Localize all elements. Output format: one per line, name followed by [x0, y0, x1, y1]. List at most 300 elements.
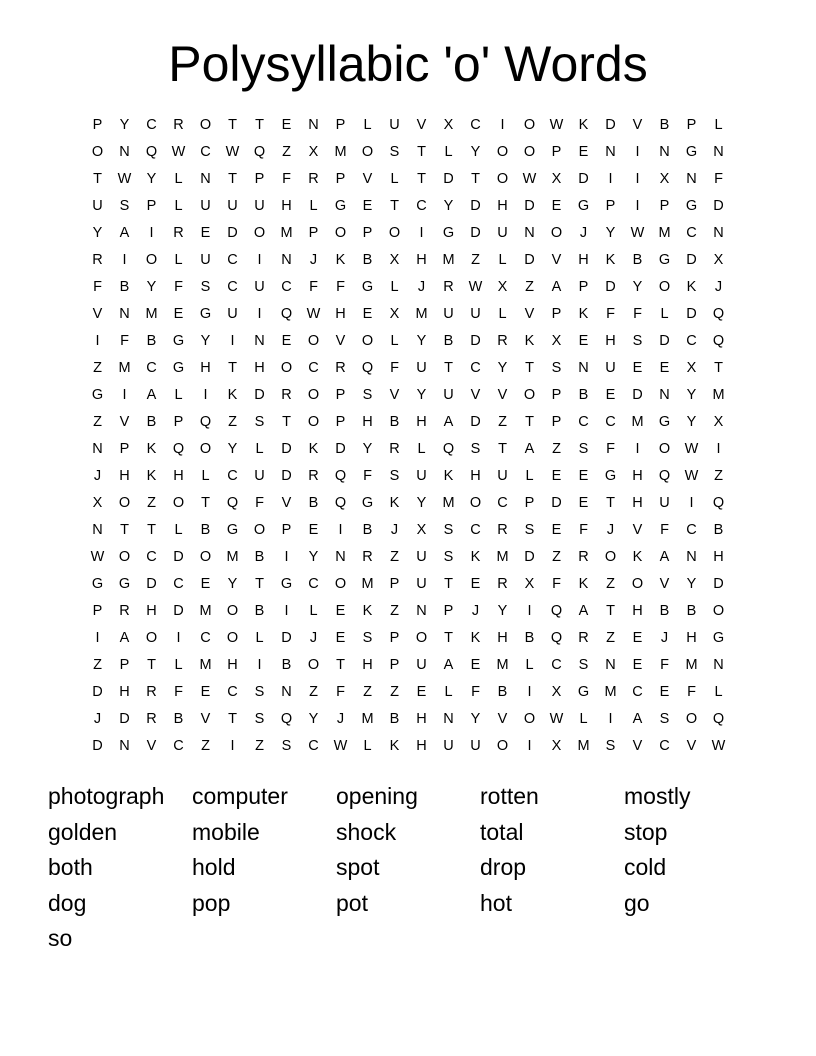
grid-letter: G	[334, 198, 347, 214]
grid-letter: Q	[199, 414, 212, 430]
grid-letter: N	[119, 144, 130, 160]
grid-letter: H	[200, 360, 211, 376]
grid-letter: I	[500, 117, 505, 133]
grid-letter: U	[443, 387, 454, 403]
grid-letter: U	[227, 306, 238, 322]
grid-letter: I	[257, 252, 262, 268]
grid-letter: P	[605, 198, 616, 214]
grid-letter: D	[632, 387, 643, 403]
grid-letter: F	[687, 684, 696, 700]
grid-letter: O	[415, 630, 428, 646]
grid-letter: R	[497, 333, 508, 349]
grid-letter: O	[199, 549, 212, 565]
grid-letter: H	[173, 468, 184, 484]
grid-letter: I	[527, 738, 532, 754]
grid-letter: F	[714, 171, 723, 187]
grid-letter: P	[254, 171, 265, 187]
grid-letter: Y	[686, 576, 697, 592]
grid-letter: I	[176, 630, 181, 646]
grid-letter: C	[497, 495, 508, 511]
word-bank-item: hold	[192, 854, 236, 880]
grid-letter: K	[146, 468, 157, 484]
grid-letter: P	[524, 495, 535, 511]
grid-letter: L	[444, 144, 453, 160]
grid-letter: W	[90, 549, 105, 565]
grid-letter: V	[470, 387, 481, 403]
grid-letter: G	[226, 522, 239, 538]
grid-letter: T	[120, 522, 129, 538]
grid-letter: R	[146, 684, 157, 700]
grid-letter: B	[389, 414, 400, 430]
grid-letter: T	[417, 171, 426, 187]
grid-letter: R	[578, 549, 589, 565]
grid-letter: E	[659, 684, 670, 700]
grid-letter: U	[254, 468, 265, 484]
grid-letter: D	[713, 576, 724, 592]
grid-letter: B	[173, 711, 184, 727]
grid-letter: S	[443, 549, 454, 565]
grid-letter: A	[578, 603, 589, 619]
grid-letter: D	[281, 630, 292, 646]
grid-letter: Q	[226, 495, 239, 511]
grid-letter: T	[714, 360, 723, 376]
grid-letter: S	[362, 630, 373, 646]
grid-letter: B	[578, 387, 589, 403]
grid-letter: C	[632, 684, 643, 700]
grid-letter: X	[308, 144, 319, 160]
word-bank-item: pot	[336, 889, 368, 916]
word-bank-item: dog	[48, 889, 87, 916]
grid-letter: N	[308, 117, 319, 133]
grid-letter: U	[200, 252, 211, 268]
grid-letter: U	[416, 549, 427, 565]
grid-letter: D	[173, 603, 184, 619]
grid-letter: I	[122, 387, 127, 403]
grid-letter: V	[497, 387, 508, 403]
grid-letter: P	[335, 117, 346, 133]
grid-letter: O	[91, 144, 104, 160]
grid-letter: P	[551, 414, 562, 430]
grid-letter: P	[443, 603, 454, 619]
grid-letter: D	[254, 387, 265, 403]
grid-letter: I	[635, 198, 640, 214]
grid-letter: V	[416, 117, 427, 133]
grid-letter: L	[579, 711, 588, 727]
grid-letter: T	[606, 603, 615, 619]
grid-letter: S	[254, 684, 265, 700]
grid-letter: R	[335, 360, 346, 376]
grid-letter: M	[118, 360, 131, 376]
grid-letter: D	[470, 198, 481, 214]
word-bank-item: both	[48, 854, 93, 880]
grid-letter: H	[497, 630, 508, 646]
grid-letter: L	[390, 333, 399, 349]
grid-letter: K	[524, 333, 535, 349]
grid-letter: W	[468, 279, 483, 295]
grid-letter: Q	[712, 333, 725, 349]
grid-letter: C	[659, 738, 670, 754]
grid-letter: O	[496, 738, 509, 754]
grid-letter: E	[335, 630, 346, 646]
grid-letter: O	[712, 603, 725, 619]
word-bank-item: mostly	[624, 783, 691, 809]
grid-letter: G	[91, 387, 104, 403]
grid-letter: U	[416, 576, 427, 592]
grid-letter: D	[524, 198, 535, 214]
grid-letter: S	[389, 468, 400, 484]
grid-letter: A	[443, 414, 454, 430]
grid-letter: U	[605, 360, 616, 376]
grid-letter: R	[92, 252, 103, 268]
grid-letter: O	[226, 603, 239, 619]
grid-letter: M	[496, 657, 509, 673]
grid-letter: C	[200, 144, 211, 160]
grid-letter: N	[416, 603, 427, 619]
grid-letter: I	[257, 306, 262, 322]
grid-letter: O	[658, 441, 671, 457]
grid-letter: W	[117, 171, 132, 187]
grid-letter: Y	[146, 279, 157, 295]
grid-letter: I	[122, 252, 127, 268]
grid-letter: K	[443, 468, 454, 484]
grid-letter: X	[713, 252, 724, 268]
grid-letter: G	[604, 468, 617, 484]
grid-letter: N	[119, 306, 130, 322]
grid-letter: C	[605, 414, 616, 430]
grid-letter: O	[550, 225, 563, 241]
word-bank-item: pop	[192, 889, 231, 916]
grid-letter: W	[333, 738, 348, 754]
grid-letter: D	[605, 117, 616, 133]
grid-letter: F	[660, 657, 669, 673]
grid-letter: Y	[92, 225, 103, 241]
grid-letter: T	[336, 657, 345, 673]
grid-letter: V	[335, 333, 346, 349]
grid-letter: G	[658, 252, 671, 268]
grid-letter: E	[632, 360, 643, 376]
grid-letter: L	[363, 738, 372, 754]
grid-letter: V	[632, 738, 643, 754]
grid-letter: A	[632, 711, 643, 727]
grid-letter: O	[361, 333, 374, 349]
grid-letter: U	[227, 198, 238, 214]
grid-letter: D	[92, 738, 103, 754]
grid-letter: Q	[253, 144, 266, 160]
grid-letter: A	[119, 630, 130, 646]
grid-letter: N	[200, 171, 211, 187]
grid-letter: M	[577, 738, 590, 754]
grid-letter: I	[95, 333, 100, 349]
word-bank-item: photograph	[48, 783, 165, 809]
grid-letter: R	[119, 603, 130, 619]
grid-letter: M	[280, 225, 293, 241]
grid-letter: B	[146, 333, 157, 349]
grid-letter: J	[417, 279, 426, 295]
grid-letter: N	[335, 549, 346, 565]
grid-letter: T	[498, 441, 507, 457]
grid-letter: T	[606, 495, 615, 511]
word-bank-item: total	[480, 818, 524, 845]
grid-letter: R	[497, 522, 508, 538]
word-bank-item: mobile	[192, 818, 260, 845]
grid-letter: U	[416, 468, 427, 484]
grid-letter: L	[255, 630, 264, 646]
grid-letter: I	[635, 441, 640, 457]
grid-letter: O	[145, 252, 158, 268]
grid-letter: N	[281, 684, 292, 700]
grid-letter: L	[174, 657, 183, 673]
page-title: Polysyllabic 'o' Words	[168, 36, 648, 92]
grid-letter: F	[606, 306, 615, 322]
grid-letter: B	[659, 117, 670, 133]
grid-letter: M	[442, 252, 455, 268]
grid-letter: U	[254, 279, 265, 295]
word-bank-item: so	[48, 925, 73, 951]
grid-letter: D	[659, 333, 670, 349]
grid-letter: G	[442, 225, 455, 241]
grid-letter: T	[255, 117, 264, 133]
grid-letter: S	[605, 738, 616, 754]
grid-letter: A	[146, 387, 157, 403]
grid-letter: E	[308, 522, 319, 538]
grid-letter: L	[309, 603, 318, 619]
grid-letter: V	[632, 522, 643, 538]
grid-letter: X	[524, 576, 535, 592]
grid-letter: S	[119, 198, 130, 214]
grid-letter: L	[714, 684, 723, 700]
grid-letter: X	[551, 738, 562, 754]
grid-letter: Z	[525, 279, 534, 295]
grid-letter: P	[119, 657, 130, 673]
grid-letter: P	[92, 117, 103, 133]
grid-letter: J	[579, 225, 588, 241]
grid-letter: L	[525, 468, 534, 484]
grid-letter: B	[119, 279, 130, 295]
grid-letter: A	[524, 441, 535, 457]
grid-letter: E	[578, 468, 589, 484]
grid-letter: F	[309, 279, 318, 295]
grid-letter: D	[686, 306, 697, 322]
grid-letter: T	[444, 576, 453, 592]
grid-letter: K	[389, 495, 400, 511]
grid-letter: O	[469, 495, 482, 511]
grid-letter: C	[227, 252, 238, 268]
grid-letter: P	[389, 657, 400, 673]
grid-letter: V	[92, 306, 103, 322]
grid-letter: X	[659, 171, 670, 187]
grid-letter: Y	[119, 117, 130, 133]
grid-letter: V	[686, 738, 697, 754]
grid-letter: O	[307, 657, 320, 673]
grid-letter: Q	[658, 468, 671, 484]
grid-letter: T	[147, 522, 156, 538]
grid-letter: E	[551, 198, 562, 214]
grid-letter: Y	[470, 711, 481, 727]
grid-letter: Q	[280, 711, 293, 727]
grid-letter: Y	[416, 387, 427, 403]
grid-letter: O	[280, 360, 293, 376]
grid-letter: U	[443, 738, 454, 754]
grid-letter: K	[362, 603, 373, 619]
grid-letter: V	[524, 306, 535, 322]
grid-letter: F	[660, 522, 669, 538]
grid-letter: N	[524, 225, 535, 241]
grid-letter: F	[174, 684, 183, 700]
letter-grid	[84, 112, 732, 760]
grid-letter: E	[551, 468, 562, 484]
grid-letter: P	[173, 414, 184, 430]
grid-letter: E	[362, 198, 373, 214]
grid-letter: Y	[146, 171, 157, 187]
grid-letter: L	[498, 252, 507, 268]
grid-letter: B	[362, 252, 373, 268]
grid-letter: P	[281, 522, 292, 538]
grid-letter: E	[200, 225, 211, 241]
grid-letter: V	[200, 711, 211, 727]
grid-letter: B	[362, 522, 373, 538]
grid-letter: W	[225, 144, 240, 160]
grid-letter: U	[497, 468, 508, 484]
grid-letter: Q	[550, 630, 563, 646]
grid-letter: H	[362, 414, 373, 430]
grid-letter: E	[416, 684, 427, 700]
grid-letter: K	[632, 549, 643, 565]
word-bank-item: rotten	[480, 783, 539, 809]
grid-letter: M	[334, 144, 347, 160]
grid-letter: A	[659, 549, 670, 565]
grid-letter: H	[632, 495, 643, 511]
grid-letter: M	[361, 711, 374, 727]
grid-letter: J	[309, 630, 318, 646]
grid-letter: F	[336, 279, 345, 295]
grid-letter: E	[470, 657, 481, 673]
grid-letter: B	[389, 711, 400, 727]
grid-letter: X	[443, 117, 454, 133]
grid-letter: C	[578, 414, 589, 430]
grid-letter: C	[227, 468, 238, 484]
word-bank-item: cold	[624, 854, 667, 880]
grid-letter: T	[417, 144, 426, 160]
grid-letter: G	[658, 414, 671, 430]
grid-letter: S	[578, 657, 589, 673]
grid-letter: Z	[390, 549, 399, 565]
grid-letter: Z	[282, 144, 291, 160]
grid-letter: L	[498, 306, 507, 322]
grid-letter: Z	[201, 738, 210, 754]
grid-letter: F	[120, 333, 129, 349]
grid-letter: Z	[714, 468, 723, 484]
grid-letter: G	[172, 360, 185, 376]
grid-letter: K	[146, 441, 157, 457]
grid-letter: F	[255, 495, 264, 511]
grid-letter: T	[228, 171, 237, 187]
grid-letter: A	[119, 225, 130, 241]
grid-letter: H	[281, 198, 292, 214]
grid-letter: H	[119, 468, 130, 484]
grid-letter: Q	[550, 603, 563, 619]
grid-letter: Z	[471, 252, 480, 268]
grid-letter: H	[578, 252, 589, 268]
grid-letter: J	[336, 711, 345, 727]
grid-letter: D	[551, 495, 562, 511]
grid-letter: M	[631, 414, 644, 430]
grid-letter: X	[416, 522, 427, 538]
grid-letter: B	[632, 252, 643, 268]
grid-letter: F	[390, 360, 399, 376]
grid-letter: X	[551, 684, 562, 700]
grid-letter: D	[713, 198, 724, 214]
grid-letter: R	[389, 441, 400, 457]
grid-letter: J	[309, 252, 318, 268]
word-bank-item: spot	[336, 854, 380, 880]
grid-letter: T	[147, 657, 156, 673]
grid-letter: F	[282, 171, 291, 187]
grid-letter: D	[281, 468, 292, 484]
grid-letter: C	[470, 522, 481, 538]
grid-letter: A	[443, 657, 454, 673]
grid-letter: Y	[443, 198, 454, 214]
grid-letter: G	[280, 576, 293, 592]
grid-letter: I	[95, 630, 100, 646]
grid-letter: H	[416, 252, 427, 268]
grid-letter: Y	[227, 576, 238, 592]
grid-letter: Z	[498, 414, 507, 430]
grid-letter: Q	[712, 495, 725, 511]
grid-letter: Y	[227, 441, 238, 457]
grid-letter: D	[92, 684, 103, 700]
grid-letter: I	[338, 522, 343, 538]
grid-letter: U	[200, 198, 211, 214]
grid-letter: Z	[363, 684, 372, 700]
grid-letter: U	[416, 360, 427, 376]
grid-letter: G	[361, 495, 374, 511]
grid-letter: E	[605, 387, 616, 403]
grid-letter: B	[443, 333, 454, 349]
grid-letter: E	[551, 522, 562, 538]
grid-letter: E	[281, 333, 292, 349]
grid-letter: B	[308, 495, 319, 511]
grid-letter: L	[201, 468, 210, 484]
grid-letter: N	[659, 387, 670, 403]
grid-letter: F	[363, 468, 372, 484]
grid-letter: Y	[686, 387, 697, 403]
grid-letter: F	[471, 684, 480, 700]
grid-letter: R	[578, 630, 589, 646]
grid-letter: V	[119, 414, 130, 430]
grid-letter: D	[470, 414, 481, 430]
grid-letter: U	[92, 198, 103, 214]
grid-letter: I	[284, 549, 289, 565]
grid-letter: D	[524, 549, 535, 565]
grid-letter: C	[308, 576, 319, 592]
grid-letter: Q	[361, 360, 374, 376]
grid-letter: Y	[497, 360, 508, 376]
grid-letter: J	[93, 711, 102, 727]
grid-letter: T	[390, 198, 399, 214]
word-bank-item: golden	[48, 818, 118, 845]
grid-letter: W	[522, 171, 537, 187]
grid-letter: T	[282, 414, 291, 430]
grid-letter: U	[443, 306, 454, 322]
grid-letter: Z	[147, 495, 156, 511]
grid-letter: Q	[334, 468, 347, 484]
grid-letter: U	[416, 657, 427, 673]
grid-letter: T	[255, 576, 264, 592]
grid-letter: F	[606, 441, 615, 457]
grid-letter: N	[443, 711, 454, 727]
grid-letter: M	[712, 387, 725, 403]
grid-letter: C	[200, 630, 211, 646]
